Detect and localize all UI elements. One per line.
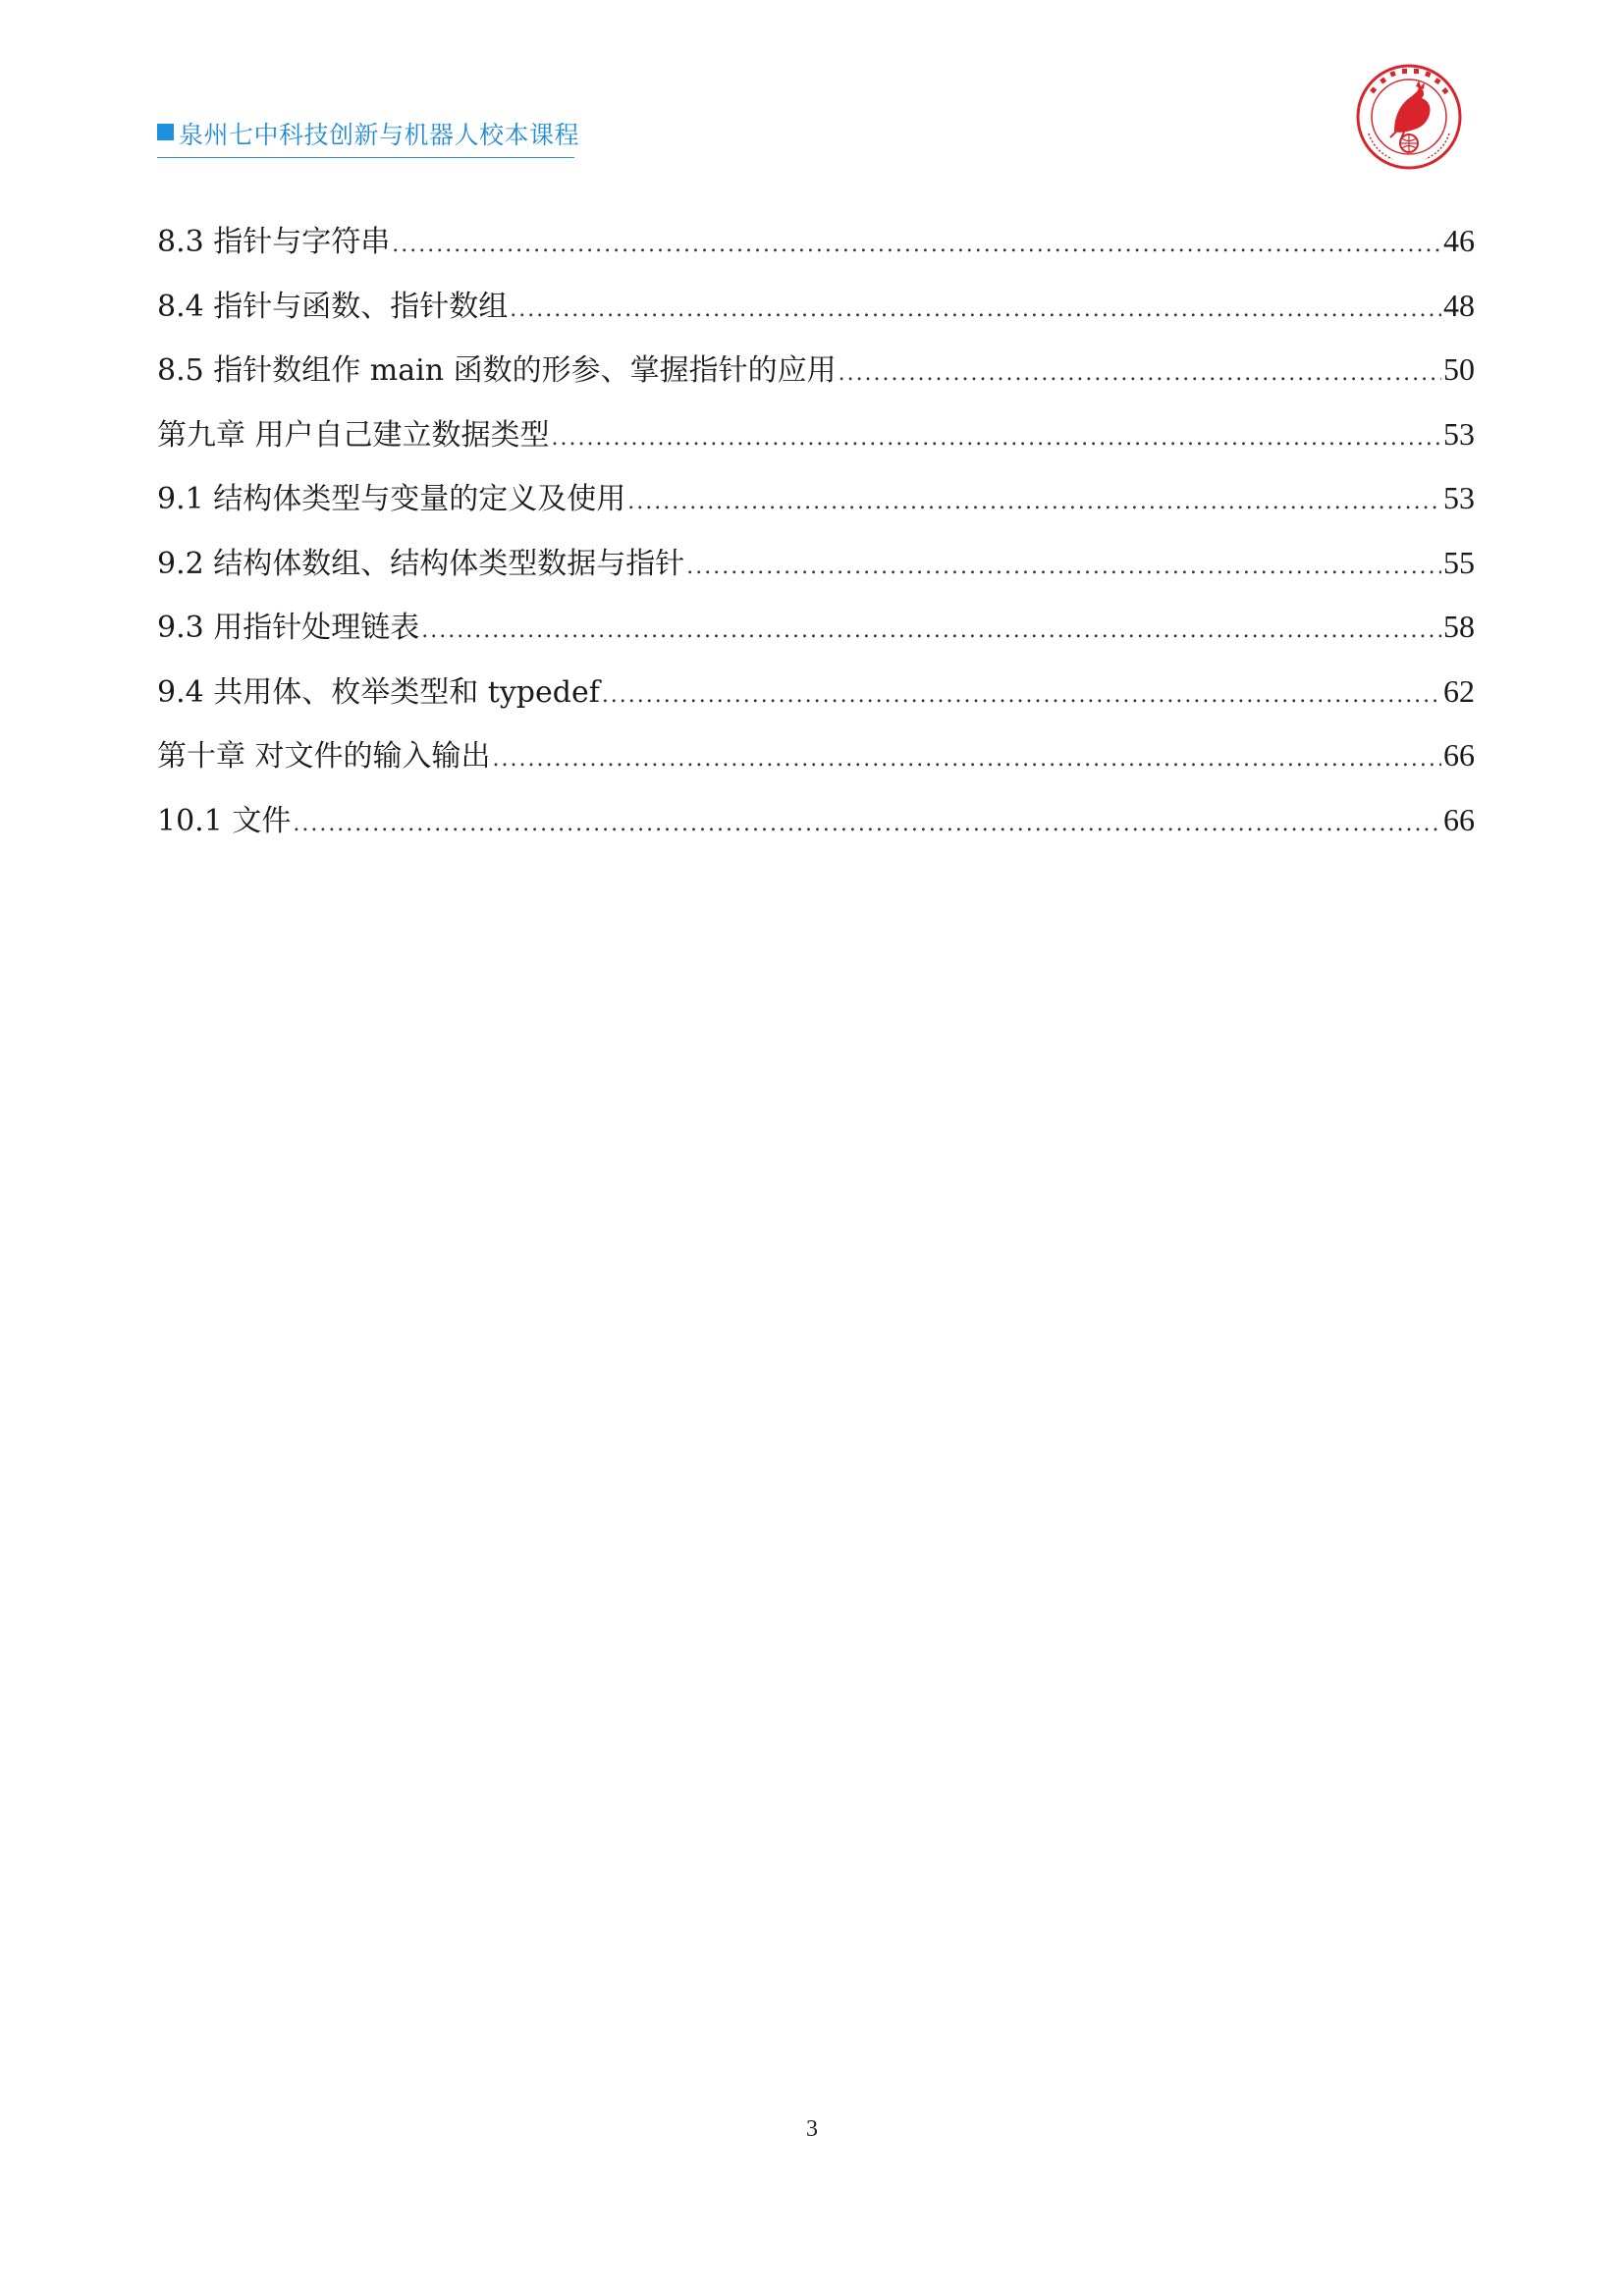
toc-entry-page: 66 [1443, 801, 1475, 837]
header-bullet-square [157, 124, 174, 140]
toc-entry-title: 9.1 结构体类型与变量的定义及使用 [157, 482, 626, 516]
toc-dot-leader [493, 737, 1441, 782]
toc-entry-title: 8.3 指针与字符串 [157, 225, 391, 259]
toc-entry[interactable] [157, 475, 1475, 540]
toc-dot-leader [510, 288, 1441, 333]
toc-entry-title: 第十章 对文件的输入输出 [157, 739, 491, 774]
toc-entry-title: 10.1 文件 [157, 803, 292, 838]
school-emblem-icon [1355, 63, 1463, 171]
page-number: 3 [806, 2116, 818, 2142]
toc-entry[interactable] [157, 283, 1475, 347]
toc-entry-page: 62 [1443, 672, 1475, 709]
toc-entry[interactable] [157, 540, 1475, 605]
toc-entry[interactable] [157, 732, 1475, 797]
toc-entry-page: 50 [1443, 351, 1475, 387]
table-of-contents [157, 218, 1475, 861]
toc-entry[interactable] [157, 347, 1475, 411]
toc-dot-leader [421, 609, 1441, 654]
toc-entry-page: 53 [1443, 480, 1475, 515]
toc-entry[interactable] [157, 218, 1475, 283]
toc-dot-leader [552, 416, 1441, 461]
toc-entry-title: 第九章 用户自己建立数据类型 [157, 417, 550, 453]
toc-dot-leader [686, 545, 1441, 590]
toc-entry[interactable] [157, 797, 1475, 862]
toc-entry[interactable] [157, 411, 1475, 476]
toc-entry[interactable] [157, 668, 1475, 733]
toc-entry-title: 9.2 结构体数组、结构体类型数据与指针 [157, 546, 685, 581]
toc-entry-title: 9.3 用指针处理链表 [157, 611, 420, 645]
toc-entry-page: 55 [1443, 544, 1475, 580]
toc-dot-leader [293, 802, 1441, 847]
toc-entry-page: 66 [1443, 737, 1475, 773]
toc-entry[interactable] [157, 604, 1475, 668]
toc-entry-page: 58 [1443, 609, 1475, 644]
toc-entry-page: 48 [1443, 287, 1475, 323]
toc-entry-page: 53 [1443, 415, 1475, 452]
toc-dot-leader [627, 480, 1441, 525]
toc-dot-leader [602, 673, 1441, 719]
toc-entry-title: 9.4 共用体、枚举类型和 typedef [157, 674, 600, 710]
header-title: 泉州七中科技创新与机器人校本课程 [179, 121, 580, 149]
toc-entry-title: 8.5 指针数组作 main 函数的形参、掌握指针的应用 [157, 353, 837, 388]
toc-dot-leader [839, 351, 1441, 397]
toc-entry-title: 8.4 指针与函数、指针数组 [157, 289, 509, 324]
toc-entry-page: 46 [1443, 223, 1475, 258]
running-header [157, 114, 580, 158]
toc-dot-leader [392, 223, 1441, 268]
